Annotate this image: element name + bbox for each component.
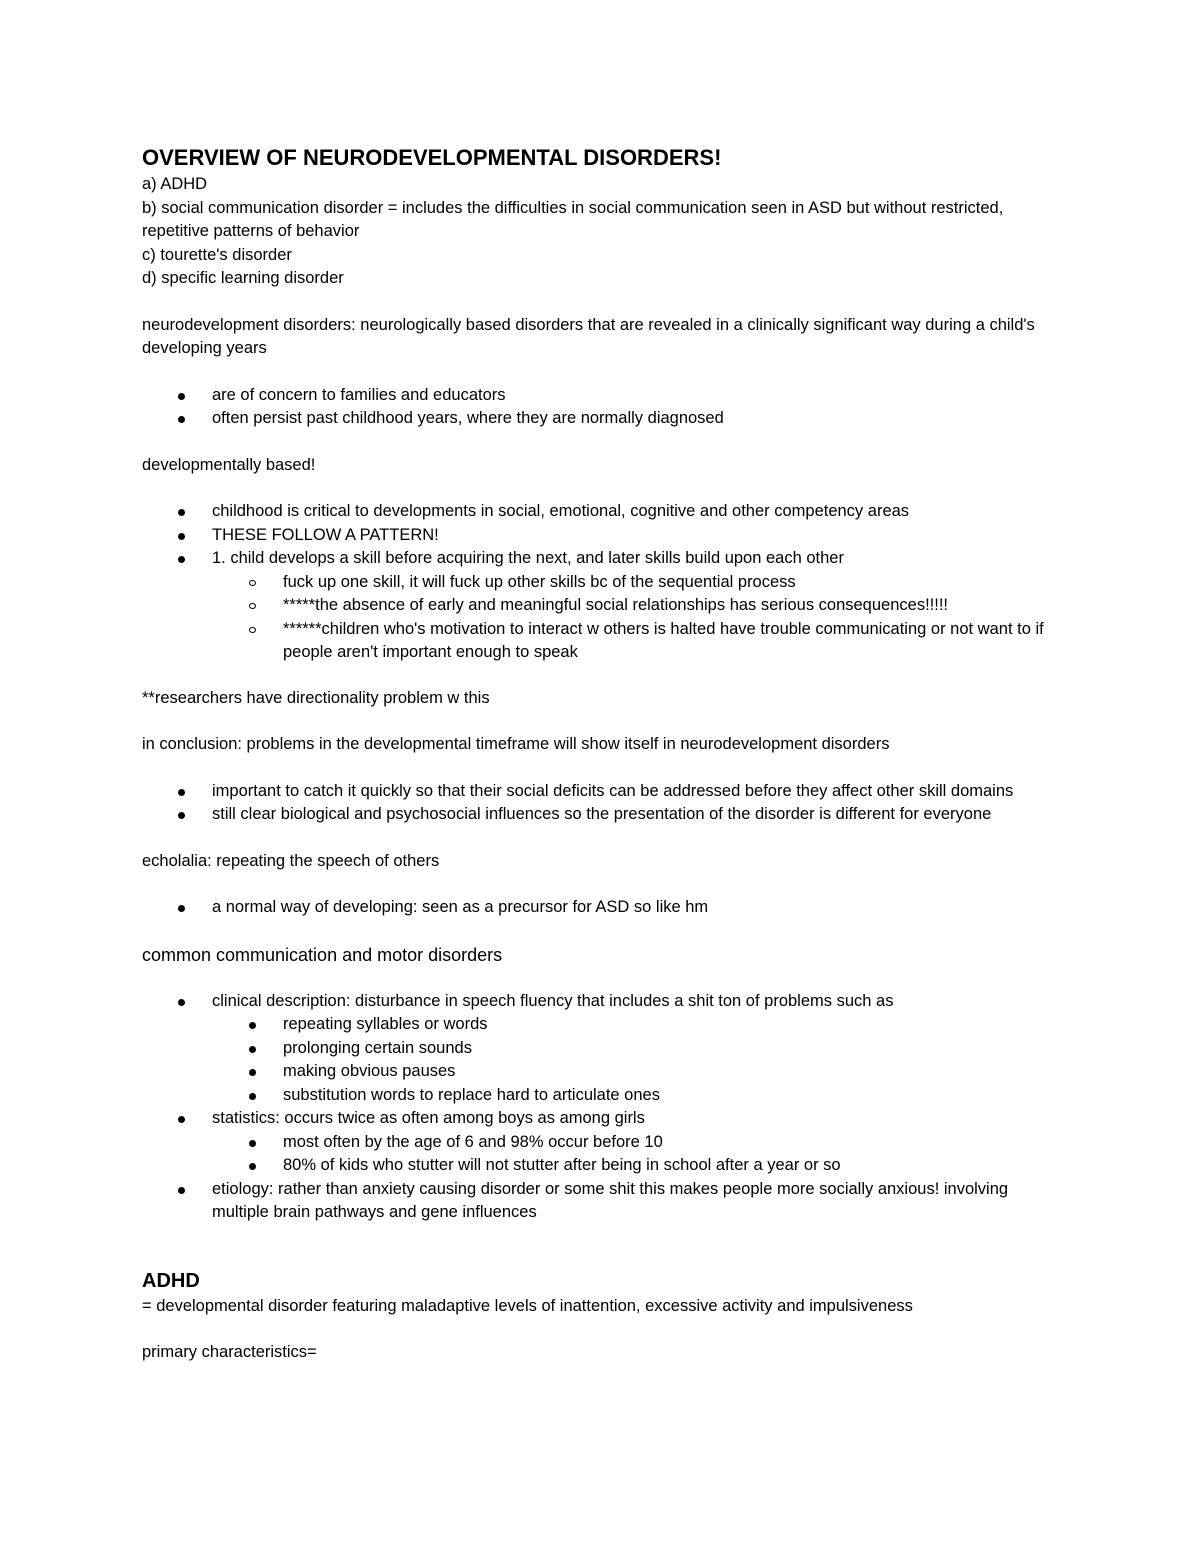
hollow-bullet-icon [249,603,256,609]
spacer [142,920,1062,942]
sub-list-item [212,594,1062,618]
list-item-text: THESE FOLLOW A PATTERN! [212,525,439,544]
bullet-icon [249,1140,256,1147]
list-item-text: a normal way of developing: seen as a precursor for ASD so like hm [212,898,709,916]
bullet-icon [249,1069,256,1076]
list-item-text: important to catch it quickly so that their social deficits can be addressed before they affect other skill domains [212,781,1014,800]
hollow-bullet-icon [249,580,256,586]
list-item-text: repeating syllables or words [283,1015,488,1033]
spacer [142,431,1062,454]
list-item-text: most often by the age of 6 and 98% occur before 10 [283,1132,663,1151]
list-item-text: making obvious pauses [283,1062,456,1080]
sub-list-item [212,1060,1062,1084]
spacer [142,1318,1062,1341]
primary-characteristics: primary characteristics= [142,1343,317,1361]
list-item-text: 80% of kids who stutter will not stutter after being in school after a year or so [283,1156,841,1174]
dev-sub-bullet-list [212,571,1062,665]
sub-list-item [212,1131,1062,1155]
statistics-sub-list [212,1131,1062,1178]
spacer [142,873,1062,896]
spacer [142,757,1062,780]
comm-motor-heading: common communication and motor disorders [142,944,503,965]
bullet-icon [178,789,185,796]
sub-list-item [212,571,1062,595]
list-item [142,524,1062,548]
comm-bullet-list [142,990,1062,1225]
sub-list-item [212,1037,1062,1061]
spacer [142,361,1062,384]
list-item [142,780,1062,804]
echolalia-bullet-list [142,896,1062,920]
spacer [142,968,1062,990]
list-item-text: etiology: rather than anxiety causing disorder or some shit this makes people more socially anxious! involving multiple brain pathways and gene influences [212,1179,1009,1221]
intro-item-b: b) social communication disorder = includes the difficulties in social communication seen in ASD but without restricted, repetitive patterns of behavior [142,198,1004,240]
list-item [142,384,1062,408]
bullet-icon [178,556,185,563]
list-item [142,407,1062,431]
sub-list-item [212,1084,1062,1108]
sub-list-item [212,618,1062,665]
adhd-heading: ADHD [142,1269,200,1292]
developmentally-based: developmentally based! [142,455,316,474]
spacer [142,291,1062,314]
bullet-icon [178,905,185,912]
bullet-icon [249,1046,256,1053]
spacer [142,665,1062,687]
adhd-definition: = developmental disorder featuring maladaptive levels of inattention, excessive activity and impulsiveness [142,1296,913,1315]
clinical-sub-list [212,1013,1062,1107]
bullet-icon [178,533,185,540]
list-item-text: prolonging certain sounds [283,1038,472,1057]
document-title: OVERVIEW OF NEURODEVELOPMENTAL DISORDERS! [142,145,722,170]
bullet-icon [249,1163,256,1170]
conclusion-bullet-list [142,780,1062,827]
neuro-definition: neurodevelopment disorders: neurologically based disorders that are revealed in a clinically significant way during a child's developing years [142,315,1035,357]
sub-list-item [212,1013,1062,1037]
list-item-text: ******children who's motivation to interact w others is halted have trouble communicating or not want to if people aren't important enough to speak [283,619,1044,661]
spacer [142,710,1062,733]
list-item [142,1178,1062,1225]
list-item-text: still clear biological and psychosocial influences so the presentation of the disorder is different for everyone [212,805,992,823]
dev-bullet-list [142,500,1062,665]
list-item-text: clinical description: disturbance in speech fluency that includes a shit ton of problems such as [212,991,894,1010]
list-item [142,896,1062,920]
list-item-text: statistics: occurs twice as often among boys as among girls [212,1109,645,1127]
hollow-bullet-icon [249,627,256,633]
spacer [142,477,1062,500]
sub-list-item [212,1154,1062,1178]
intro-item-a: a) ADHD [142,175,208,193]
bullet-icon [178,509,185,516]
bullet-icon [249,1022,256,1029]
researchers-note: **researchers have directionality problem w this [142,688,490,707]
intro-item-c: c) tourette's disorder [142,245,292,264]
conclusion: in conclusion: problems in the developmental timeframe will show itself in neurodevelopment disorders [142,735,890,753]
echolalia-definition: echolalia: repeating the speech of others [142,851,440,870]
list-item-text: 1. child develops a skill before acquiring the next, and later skills build upon each other [212,549,844,567]
spacer [142,1225,1062,1267]
list-item-text: are of concern to families and educators [212,385,506,404]
bullet-icon [178,999,185,1006]
document-body [142,143,1062,1365]
list-item-text: substitution words to replace hard to articulate ones [283,1085,660,1104]
bullet-icon [178,416,185,423]
list-item [142,500,1062,524]
bullet-icon [178,1116,185,1123]
list-item [142,803,1062,827]
neuro-bullet-list [142,384,1062,431]
list-item-text: *****the absence of early and meaningful social relationships has serious consequences!!!!! [283,596,948,614]
spacer [142,827,1062,850]
intro-item-d: d) specific learning disorder [142,269,344,287]
bullet-icon [249,1093,256,1100]
bullet-icon [178,812,185,819]
list-item-text: often persist past childhood years, where they are normally diagnosed [212,409,724,427]
list-item [142,1107,1062,1178]
bullet-icon [178,1187,185,1194]
list-item-text: fuck up one skill, it will fuck up other skills bc of the sequential process [283,572,796,591]
bullet-icon [178,393,185,400]
list-item [142,547,1062,665]
list-item [142,990,1062,1108]
list-item-text: childhood is critical to developments in social, emotional, cognitive and other competency areas [212,502,910,520]
